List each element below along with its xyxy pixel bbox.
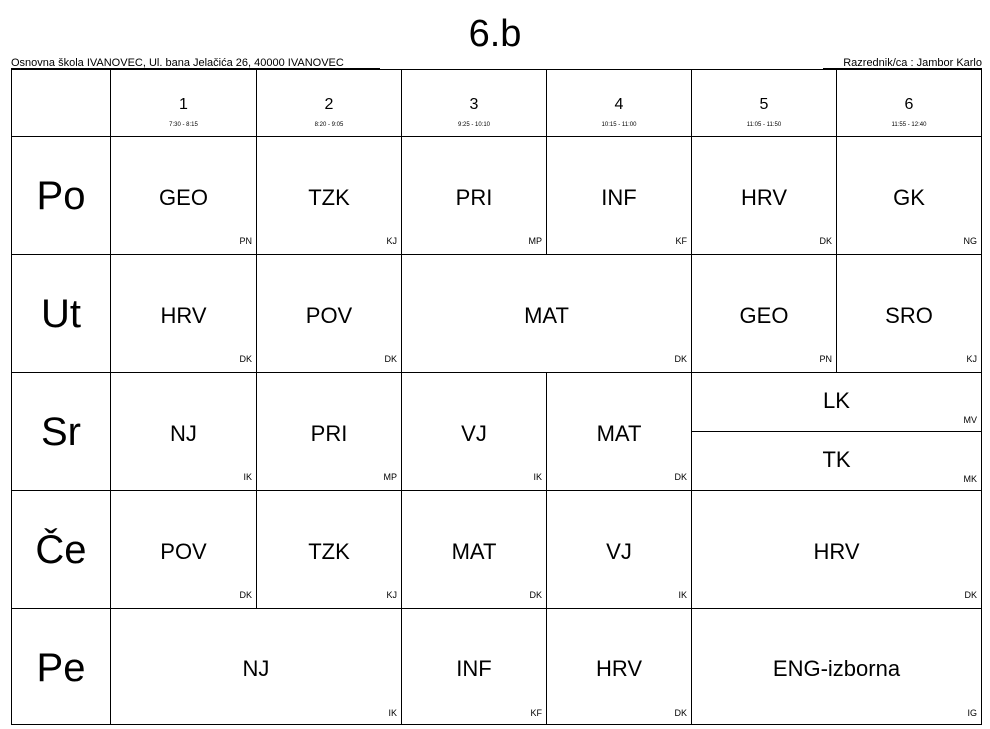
- subject: GEO: [739, 303, 789, 328]
- subject: PRI: [455, 185, 493, 210]
- subject: MAT: [596, 421, 642, 446]
- period-header: [836, 70, 981, 136]
- lesson-cell-split-bottom: [691, 431, 981, 490]
- homeroom-teacher: Razrednik/ca : Jambor Karlo: [843, 57, 982, 69]
- teacher-initials: KJ: [386, 590, 397, 600]
- school-info: Osnovna škola IVANOVEC, Ul. bana Jelačića 26, 40000 IVANOVEC: [11, 57, 344, 69]
- lesson-cell: [836, 136, 981, 254]
- period-time: 11:05 - 11:50: [746, 122, 782, 128]
- teacher-initials: MV: [963, 415, 977, 425]
- subject: HRV: [813, 539, 860, 564]
- subject: LK: [823, 388, 850, 413]
- lesson-cell: [110, 372, 256, 490]
- lesson-cell: [401, 608, 546, 724]
- timetable-grid: [11, 69, 982, 725]
- lesson-cell: [256, 372, 401, 490]
- teacher-initials: DK: [529, 590, 542, 600]
- day-label: Pe: [36, 646, 86, 690]
- lesson-cell: [691, 136, 836, 254]
- period-time: 11:55 - 12:40: [891, 122, 927, 128]
- teacher-initials: MK: [963, 474, 977, 484]
- lesson-cell: [110, 136, 256, 254]
- subject: HRV: [160, 303, 207, 328]
- day-label: Ut: [41, 292, 81, 336]
- day-label-cell: [12, 254, 110, 372]
- period-time: 9:25 - 10:10: [457, 122, 491, 128]
- period-number: 2: [324, 96, 334, 113]
- class-title: 6.b: [468, 13, 522, 55]
- lesson-cell: [546, 136, 691, 254]
- subject: INF: [456, 656, 492, 681]
- subject: ENG-izborna: [772, 656, 901, 681]
- period-number: 1: [179, 96, 188, 113]
- lesson-cell: [110, 490, 256, 608]
- day-label-cell: [12, 372, 110, 490]
- corner-cell: [12, 70, 110, 136]
- teacher-initials: KJ: [966, 354, 977, 364]
- subject: VJ: [461, 421, 487, 446]
- teacher-initials: KJ: [386, 236, 397, 246]
- subject: PRI: [310, 421, 348, 446]
- subject: HRV: [740, 185, 788, 210]
- teacher-initials: DK: [239, 354, 252, 364]
- day-label: Če: [35, 528, 87, 572]
- subject: MAT: [524, 303, 569, 328]
- lesson-cell: [401, 136, 546, 254]
- lesson-cell-split-top: [691, 372, 981, 431]
- teacher-initials: IK: [533, 472, 542, 482]
- period-time: 7:30 - 8:15: [169, 122, 198, 128]
- subject: VJ: [606, 539, 632, 564]
- subject: HRV: [595, 656, 643, 681]
- lesson-cell: [546, 490, 691, 608]
- subject: GEO: [159, 185, 208, 210]
- subject: SRO: [885, 303, 933, 328]
- period-number: 6: [904, 96, 914, 113]
- teacher-initials: PN: [819, 354, 832, 364]
- teacher-initials: KF: [530, 708, 542, 718]
- subject: POV: [305, 303, 353, 328]
- period-time: 8:20 - 9:05: [314, 122, 344, 128]
- lesson-cell-double: [691, 490, 981, 608]
- teacher-initials: DK: [674, 472, 687, 482]
- subject: NJ: [170, 421, 197, 446]
- subject: NJ: [242, 656, 270, 681]
- day-label-cell: [12, 490, 110, 608]
- teacher-initials: DK: [819, 236, 832, 246]
- teacher-initials: NG: [963, 236, 977, 246]
- teacher-initials: MP: [383, 472, 397, 482]
- lesson-cell-double: [110, 608, 401, 724]
- day-label: Po: [36, 174, 86, 218]
- period-header: [110, 70, 256, 136]
- period-header: [256, 70, 401, 136]
- subject: MAT: [451, 539, 497, 564]
- lesson-cell: [546, 372, 691, 490]
- lesson-cell: [110, 254, 256, 372]
- period-header: [546, 70, 691, 136]
- lesson-cell: [401, 372, 546, 490]
- period-header: [691, 70, 836, 136]
- teacher-initials: MP: [528, 236, 542, 246]
- teacher-initials: DK: [384, 354, 397, 364]
- day-label-cell: [12, 608, 110, 724]
- teacher-initials: PN: [239, 236, 252, 246]
- period-number: 3: [469, 96, 479, 113]
- subject: POV: [160, 539, 207, 564]
- teacher-initials: KF: [675, 236, 687, 246]
- subject: TK: [822, 447, 851, 472]
- lesson-cell: [401, 490, 546, 608]
- teacher-initials: IK: [388, 708, 397, 718]
- teacher-initials: DK: [674, 708, 687, 718]
- teacher-initials: IK: [243, 472, 252, 482]
- lesson-cell: [256, 254, 401, 372]
- lesson-cell-double: [691, 608, 981, 724]
- period-number: 4: [614, 96, 624, 113]
- teacher-initials: IG: [967, 708, 977, 718]
- period-number: 5: [759, 96, 769, 113]
- lesson-cell-double: [401, 254, 691, 372]
- lesson-cell: [256, 136, 401, 254]
- teacher-initials: DK: [964, 590, 977, 600]
- subject: TZK: [308, 185, 350, 210]
- period-header: [401, 70, 546, 136]
- lesson-cell: [546, 608, 691, 724]
- lesson-cell: [256, 490, 401, 608]
- subject: INF: [601, 185, 637, 210]
- period-time: 10:15 - 11:00: [601, 122, 637, 128]
- subject: TZK: [308, 539, 350, 564]
- lesson-cell: [836, 254, 981, 372]
- teacher-initials: DK: [674, 354, 687, 364]
- lesson-cell: [691, 254, 836, 372]
- subject: GK: [893, 185, 925, 210]
- day-label-cell: [12, 136, 110, 254]
- teacher-initials: DK: [239, 590, 252, 600]
- teacher-initials: IK: [678, 590, 687, 600]
- day-label: Sr: [41, 410, 81, 454]
